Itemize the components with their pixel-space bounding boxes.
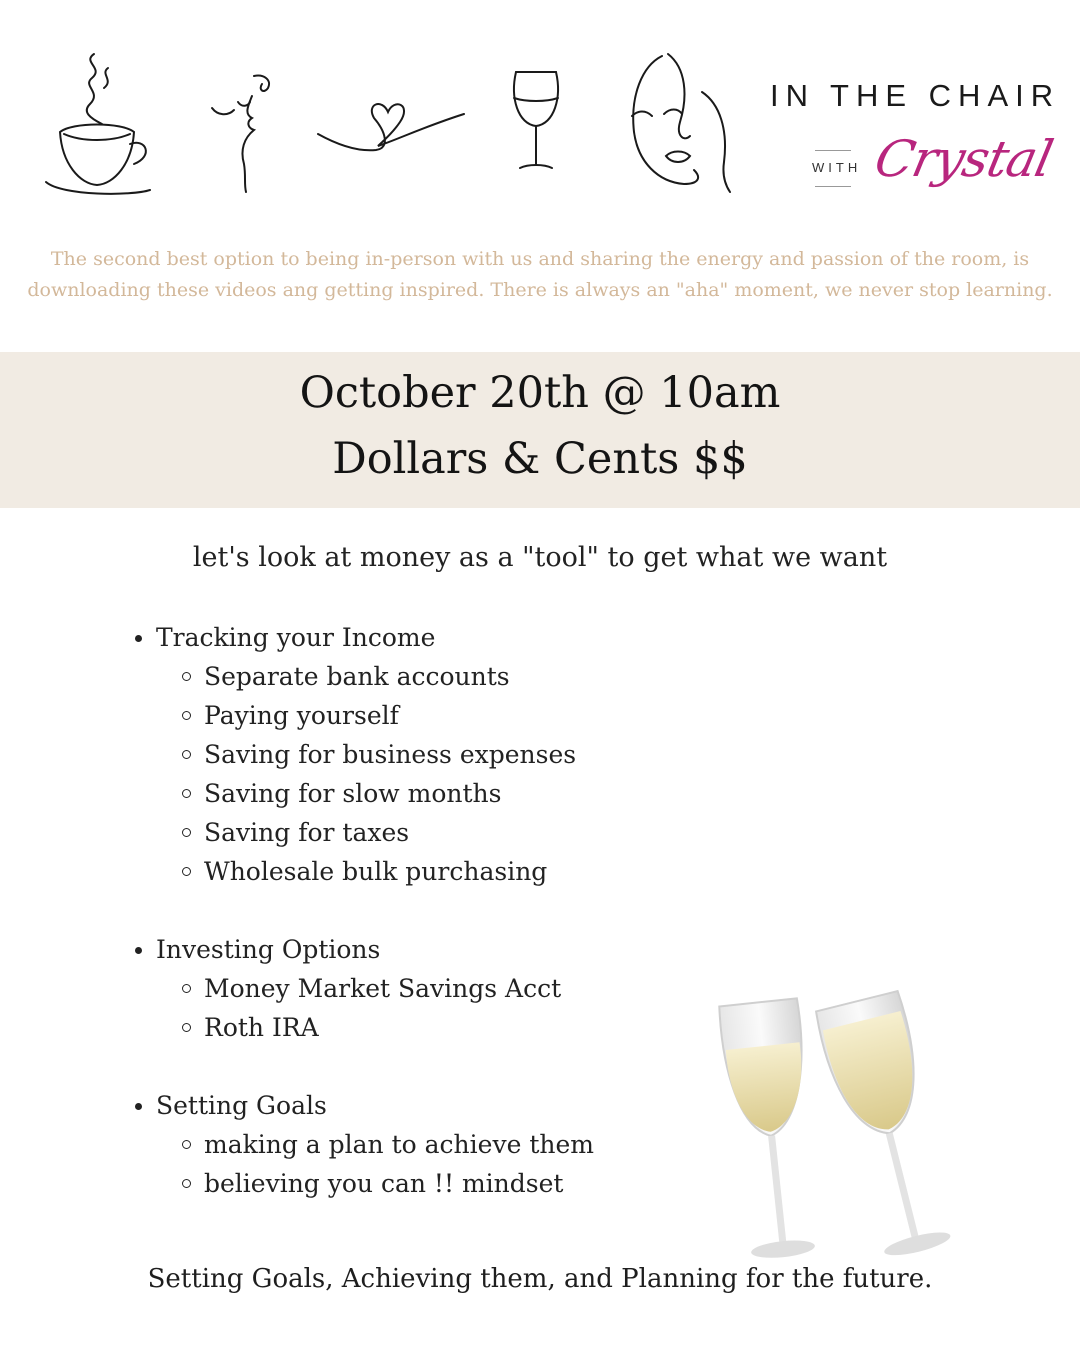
face-line-icon — [628, 52, 732, 194]
event-title: Dollars & Cents $$ — [332, 434, 748, 484]
tagline: let's look at money as a "tool" to get what we want — [192, 542, 888, 573]
wine-glass-icon — [508, 68, 564, 174]
list-item: Roth IRA — [130, 1008, 770, 1047]
list-item: making a plan to achieve them — [130, 1125, 770, 1164]
champagne-glasses-icon — [718, 975, 988, 1275]
list-item: Separate bank accounts — [130, 657, 770, 696]
topic-title: Setting Goals — [130, 1086, 770, 1125]
intro-text — [20, 244, 1060, 306]
brand-logo — [770, 78, 1061, 188]
topic-title: Tracking your Income — [130, 618, 770, 657]
topic-tracking-income — [130, 618, 770, 891]
brand-divider-top — [815, 150, 851, 151]
topic-title: Investing Options — [130, 930, 770, 969]
intro-line: downloading these videos ang getting inspired. There is always an "aha" moment, we never stop learning. — [27, 279, 1053, 301]
coffee-cup-icon — [42, 52, 154, 197]
intro-line: The second best option to being in-person with us and sharing the energy and passion of the room, is — [50, 248, 1030, 270]
topic-investing-options — [130, 930, 770, 1047]
list-item: Saving for slow months — [130, 774, 770, 813]
brand-title: IN THE CHAIR — [770, 78, 1061, 113]
list-item: believing you can !! mindset — [130, 1164, 770, 1203]
heart-line-icon — [316, 96, 466, 158]
list-item: Saving for business expenses — [130, 735, 770, 774]
subtopic-list — [130, 657, 770, 891]
brand-signature: Crystal — [869, 130, 1058, 188]
list-item: Money Market Savings Acct — [130, 969, 770, 1008]
brand-divider-bottom — [815, 186, 851, 187]
face-profile-icon — [208, 72, 280, 194]
header — [0, 0, 1080, 230]
event-date: October 20th @ 10am — [299, 368, 781, 418]
list-item: Wholesale bulk purchasing — [130, 852, 770, 891]
event-banner — [0, 352, 1080, 508]
subtopic-list — [130, 969, 770, 1047]
subtopic-list — [130, 1125, 770, 1203]
topic-setting-goals — [130, 1086, 770, 1203]
brand-with: WITH — [812, 160, 862, 175]
list-item: Paying yourself — [130, 696, 770, 735]
footer-text: Setting Goals, Achieving them, and Planning for the future. — [147, 1264, 933, 1294]
list-item: Saving for taxes — [130, 813, 770, 852]
topic-list — [130, 618, 770, 1242]
